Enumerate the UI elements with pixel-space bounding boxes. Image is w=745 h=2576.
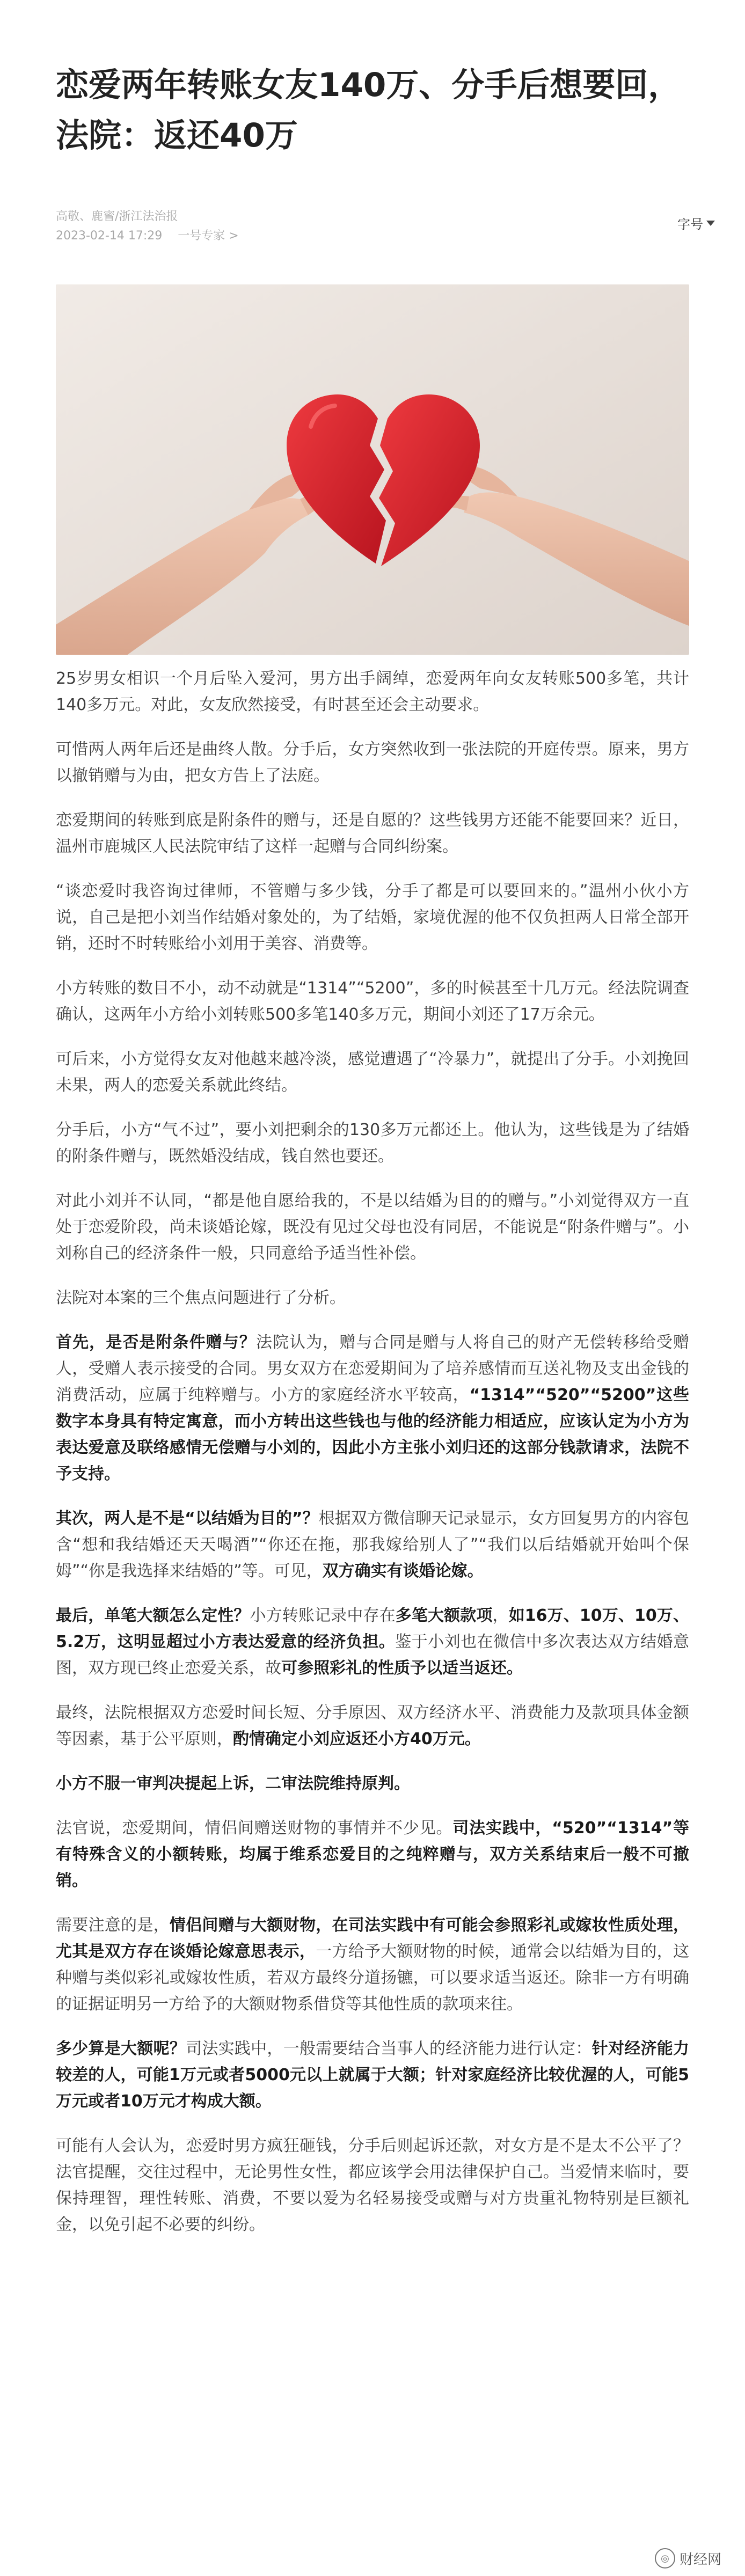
bold-text: 可参照彩礼的性质予以适当返还。 bbox=[281, 1659, 523, 1678]
bold-text: 针对经济能力较差的人，可能1万元或者5000元以上就属于大额；针对家庭经济比较优渥的人，可能5万元或者10万元才构成大额。 bbox=[56, 2039, 690, 2111]
text: 根据双方微信聊天记录显示，女方回复男方的内容包含“想和我结婚还天天喝酒”“你还在拖，那我嫁给别人了”“我们以后结婚就开始叫个保姆”“你是我选择来结婚的”等。可见， bbox=[56, 1509, 690, 1580]
paragraph bbox=[56, 1700, 689, 1752]
text: 小方转账记录中存在 bbox=[250, 1606, 396, 1625]
text: 最终，法院根据双方恋爱时间长短、分手原因、双方经济水平、消费能力及款项具体金额等因素，基于公平原则， bbox=[56, 1703, 689, 1748]
bold-text: 情侣间赠与大额财物，在司法实践中有可能会参照彩礼或嫁妆性质处理，尤其是双方存在谈婚论嫁意思表示， bbox=[56, 1916, 690, 1961]
paragraph bbox=[56, 665, 689, 718]
text: 可惜两人两年后还是曲终人散。分手后，女方突然收到一张法院的开庭传票。原来，男方以撤销赠与为由，把女方告上了法庭。 bbox=[56, 740, 689, 785]
paragraph bbox=[56, 1046, 689, 1099]
article-authors: 高敬、鹿䁇/浙江法治报 bbox=[56, 210, 178, 223]
publish-date: 2023-02-14 17:29 bbox=[56, 229, 163, 243]
paragraph bbox=[56, 1602, 689, 1681]
weibo-icon: ◎ bbox=[655, 2548, 675, 2568]
bold-text: 如16万、10万、10万、5.2万，这明显超过小方表达爱意的经济负担。 bbox=[56, 1606, 690, 1651]
text: 对此小刘并不认同，“都是他自愿给我的，不是以结婚为目的的赠与。”小刘觉得双方一直处于恋爱阶段，尚未谈婚论嫁，既没有见过父母也没有同居，不能说是“附条件赠与”。小刘称自己的经济条件一般，只同意给予适当性补偿。 bbox=[56, 1191, 689, 1263]
bold-text: 小方不服一审判决提起上诉，二审法院维持原判。 bbox=[56, 1774, 410, 1793]
paragraph bbox=[56, 975, 689, 1028]
paragraph bbox=[56, 1815, 689, 1894]
article-meta bbox=[56, 207, 251, 246]
paragraph bbox=[56, 1329, 689, 1487]
paragraph bbox=[56, 2133, 689, 2238]
bold-text: “1314”“520”“5200”这些数字本身具有特定寓意，而小方转出这些钱也与他的经济能力相适应，应该认定为小方为表达爱意及联络感情无偿赠与小刘的，因此小方主张小刘归还的这部分钱款请求，法院不予支持。 bbox=[56, 1386, 690, 1483]
bold-text: 司法实践中，“520”“1314”等有特殊含义的小额转账，均属于维系恋爱目的之纯粹赠与，双方关系结束后一般不可撤销。 bbox=[56, 1819, 689, 1890]
text: “谈恋爱时我咨询过律师，不管赠与多少钱，分手了都是可以要回来的。”温州小伙小方说，自己是把小刘当作结婚对象处的，为了结婚，家境优渥的他不仅负担两人日常全部开销，还时不时转账给小刘用于美容、消费等。 bbox=[56, 882, 689, 953]
bold-text: 最后，单笔大额怎么定性？ bbox=[56, 1606, 250, 1625]
article-body bbox=[56, 665, 689, 2256]
paragraph bbox=[56, 878, 689, 957]
broken-heart-hands-illustration bbox=[56, 284, 689, 655]
paragraph bbox=[56, 1912, 689, 2017]
paragraph bbox=[56, 1505, 689, 1584]
article-title: 恋爱两年转账女友140万、分手后想要回，法院：返还40万 bbox=[56, 66, 681, 155]
text: 鉴于小刘也在微信中多次表达双方结婚意图，双方现已终止恋爱关系，故 bbox=[56, 1633, 689, 1678]
text: ， bbox=[492, 1606, 509, 1625]
watermark-text: 财经网 bbox=[679, 2551, 721, 2568]
text: 可后来，小方觉得女友对他越来越冷淡，感觉遭遇了“冷暴力”，就提出了分手。小刘挽回未果，两人的恋爱关系就此终结。 bbox=[56, 1050, 689, 1095]
text: 一方给予大额财物的时候，通常会以结婚为目的，这种赠与类似彩礼或嫁妆性质，若双方最终分道扬镳，可以要求适当返还。除非一方有明确的证据证明另一方给予的大额财物系借贷等其他性质的款项来往。 bbox=[56, 1942, 690, 2014]
text: 法官说，恋爱期间，情侣间赠送财物的事情并不少见。 bbox=[56, 1819, 453, 1838]
bold-text: 首先，是否是附条件赠与？ bbox=[56, 1333, 256, 1352]
bold-text: 多笔大额款项 bbox=[395, 1606, 493, 1625]
font-size-label: 字号 bbox=[677, 217, 703, 232]
text: 法院对本案的三个焦点问题进行了分析。 bbox=[56, 1289, 346, 1307]
bold-text: 其次，两人是不是“以结婚为目的”？ bbox=[56, 1509, 319, 1528]
text: 司法实践中，一般需要结合当事人的经济能力进行认定： bbox=[186, 2039, 592, 2058]
paragraph bbox=[56, 1770, 689, 1797]
hero-image bbox=[56, 284, 689, 655]
paragraph bbox=[56, 1285, 689, 1311]
text: 可能有人会认为，恋爱时男方疯狂砸钱，分手后则起诉还款，对女方是不是太不公平了？法官提醒，交往过程中，无论男性女性，都应该学会用法律保护自己。当爱情来临时，要保持理智，理性转账、消费，不要以爱为名轻易接受或赠与对方贵重礼物特别是巨额礼金，以免引起不必要的纠纷。 bbox=[56, 2136, 689, 2234]
article-meta-row bbox=[56, 226, 251, 246]
source-link[interactable]: 一号专家 > bbox=[178, 229, 239, 243]
text: 25岁男女相识一个月后坠入爱河，男方出手阔绰，恋爱两年向女友转账500多笔，共计140多万元。对此，女友欣然接受，有时甚至还会主动要求。 bbox=[56, 669, 689, 714]
paragraph bbox=[56, 736, 689, 789]
paragraph bbox=[56, 1188, 689, 1267]
bold-text: 多少算是大额呢？ bbox=[56, 2039, 186, 2058]
paragraph bbox=[56, 1117, 689, 1169]
text: 恋爱期间的转账到底是附条件的赠与，还是自愿的？这些钱男方还能不能要回来？近日，温州市鹿城区人民法院审结了这样一起赠与合同纠纷案。 bbox=[56, 811, 689, 856]
text: 法院认为，赠与合同是赠与人将自己的财产无偿转移给受赠人，受赠人表示接受的合同。男女双方在恋爱期间为了培养感情而互送礼物及支出金钱的消费活动，应属于纯粹赠与。小方的家庭经济水平较高， bbox=[56, 1333, 690, 1404]
text: 分手后，小方“气不过”，要小刘把剩余的130多万元都还上。他认为，这些钱是为了结婚的附条件赠与，既然婚没结成，钱自然也要还。 bbox=[56, 1121, 689, 1166]
watermark-logo bbox=[655, 2548, 721, 2568]
text: 小方转账的数目不小，动不动就是“1314”“5200”，多的时候甚至十几万元。经法院调查确认，这两年小方给小刘转账500多笔140多万元，期间小刘还了17万余元。 bbox=[56, 979, 689, 1024]
caret-down-icon bbox=[706, 221, 715, 226]
font-size-button[interactable] bbox=[677, 214, 715, 232]
bold-text: 酌情确定小刘应返还小方40万元。 bbox=[233, 1730, 481, 1748]
text: 需要注意的是， bbox=[56, 1916, 170, 1935]
paragraph bbox=[56, 807, 689, 860]
paragraph bbox=[56, 2036, 689, 2114]
bold-text: 双方确实有谈婚论嫁。 bbox=[322, 1562, 484, 1580]
